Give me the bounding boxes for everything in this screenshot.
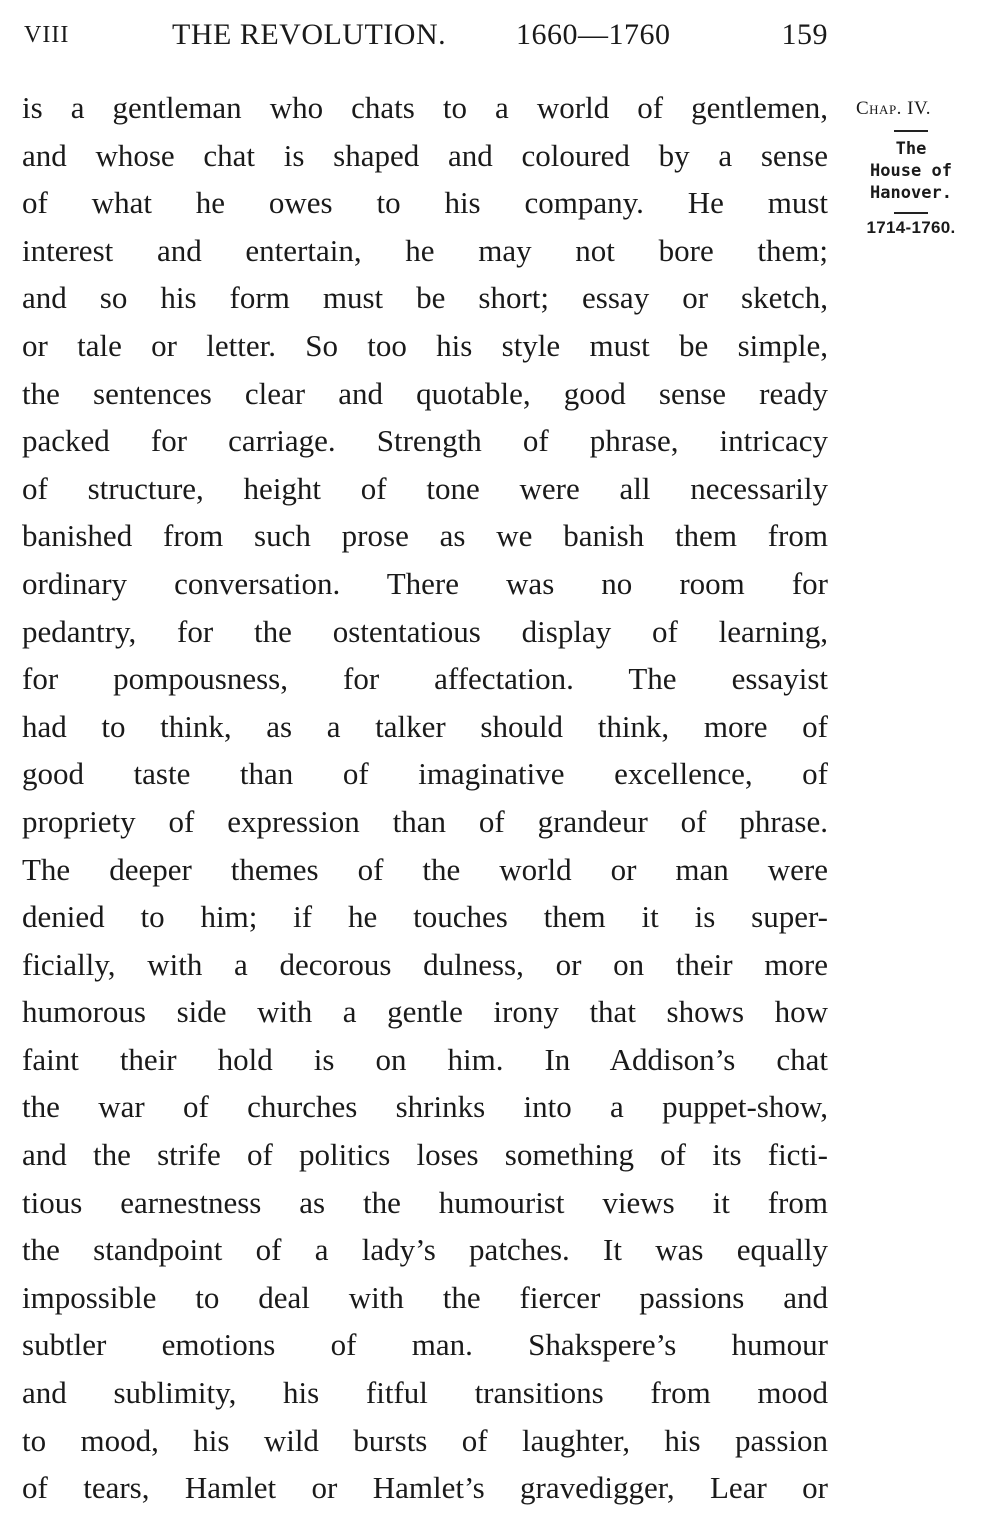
text-line: of structure, height of tone were all necessarily	[22, 470, 828, 506]
text-line: and whose chat is shaped and coloured by a sense	[22, 137, 828, 173]
sidenote-subject-line: Hanover.	[870, 183, 952, 203]
text-line: or tale or letter. So too his style must be simple,	[22, 327, 828, 363]
text-line: impossible to deal with the fiercer passions and	[22, 1279, 828, 1315]
text-line: pedantry, for the ostentatious display of learning,	[22, 613, 828, 649]
text-line: interest and entertain, he may not bore them;	[22, 232, 828, 268]
text-line: ordinary conversation. There was no room for	[22, 565, 828, 601]
sidenote-divider	[894, 130, 928, 132]
sidenote-chapter: Chap. IV.	[856, 98, 932, 119]
sidenote-subject-line: House of	[870, 161, 952, 181]
text-line: humorous side with a gentle irony that shows how	[22, 994, 828, 1030]
header-chapter-numeral: VIII	[24, 22, 70, 48]
text-line: faint their hold is on him. In Addison’s chat	[22, 1041, 828, 1077]
text-line: denied to him; if he touches them it is super-	[22, 899, 828, 935]
text-line: the sentences clear and quotable, good sense ready	[22, 375, 828, 411]
header-title: THE REVOLUTION.	[172, 18, 447, 51]
text-line: subtler emotions of man. Shakspere’s humour	[22, 1327, 828, 1363]
sidenote-divider	[894, 212, 928, 214]
sidenote-years: 1714-1760.	[866, 218, 956, 237]
margin-sidenote	[852, 96, 970, 238]
text-line: the standpoint of a lady’s patches. It was equally	[22, 1232, 828, 1268]
body-paragraph	[22, 84, 828, 1512]
header-years: 1660—1760	[516, 18, 671, 51]
text-line: is a gentleman who chats to a world of gentlemen,	[22, 90, 828, 125]
text-line: and so his form must be short; essay or sketch,	[22, 280, 828, 316]
text-line: the war of churches shrinks into a puppet-show,	[22, 1089, 828, 1125]
text-line: good taste than of imaginative excellence, of	[22, 756, 828, 792]
text-line: tious earnestness as the humourist views it from	[22, 1184, 828, 1220]
text-line: and the strife of politics loses something of its ficti-	[22, 1137, 828, 1173]
text-line: to mood, his wild bursts of laughter, his passion	[22, 1422, 828, 1458]
text-line: banished from such prose as we banish them from	[22, 518, 828, 554]
text-line: propriety of expression than of grandeur of phrase.	[22, 803, 828, 839]
text-line: The deeper themes of the world or man were	[22, 851, 828, 887]
text-line: for pompousness, for affectation. The essayist	[22, 661, 828, 697]
running-header	[22, 18, 832, 58]
text-line: ficially, with a decorous dulness, or on their more	[22, 946, 828, 982]
sidenote-subject-line: The	[895, 139, 927, 159]
text-line: had to think, as a talker should think, more of	[22, 708, 828, 744]
text-line: of tears, Hamlet or Hamlet’s gravedigger, Lear or	[22, 1470, 828, 1506]
text-line: and sublimity, his fitful transitions from mood	[22, 1375, 828, 1411]
text-line: packed for carriage. Strength of phrase, intricacy	[22, 423, 828, 459]
text-line: of what he owes to his company. He must	[22, 185, 828, 221]
page-number: 159	[781, 18, 828, 51]
